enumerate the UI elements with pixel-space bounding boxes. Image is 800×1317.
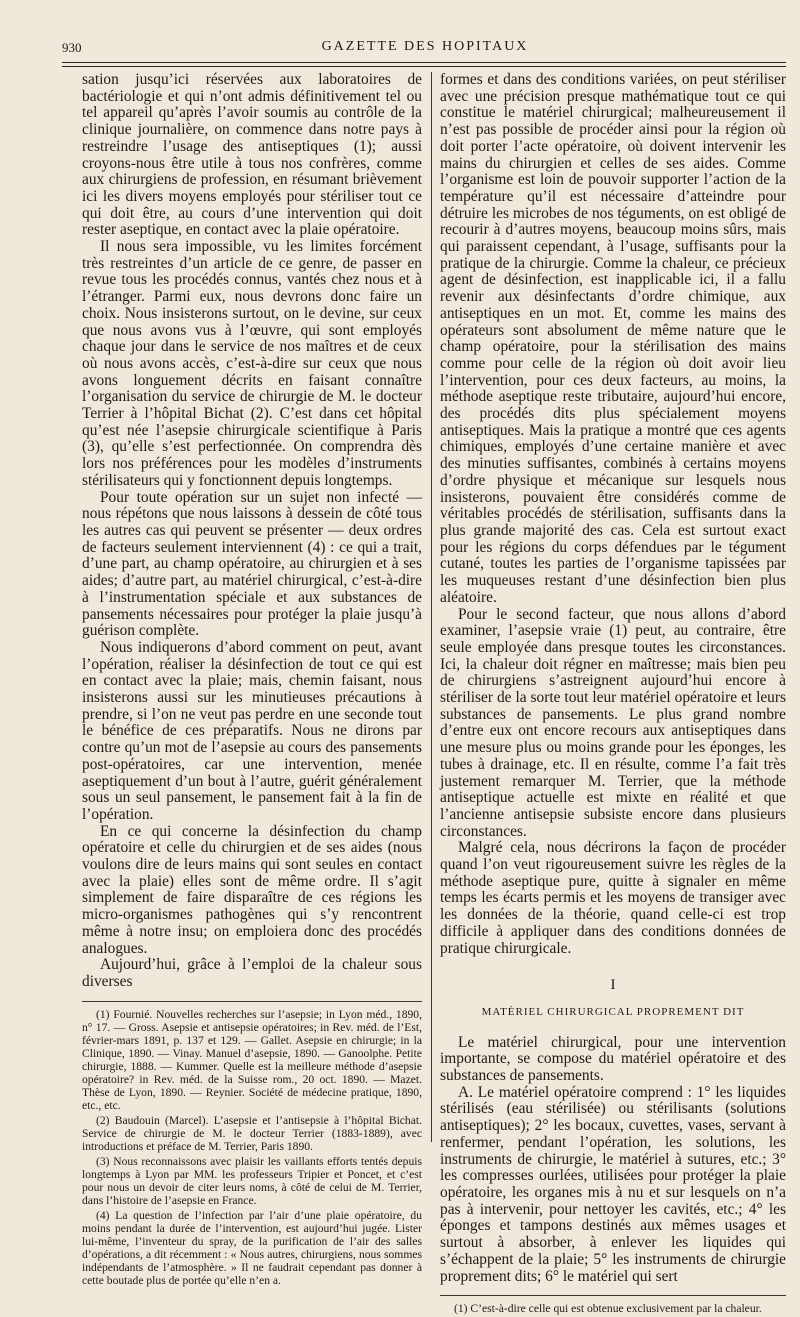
footnote: (1) C’est-à-dire celle qui est obtenue exclusivement par la chaleur.	[454, 1302, 762, 1316]
left-paragraph: Aujourd’hui, grâce à l’emploi de la chaleur sous diverses	[82, 956, 422, 990]
left-paragraph: Nous indiquerons d’abord comment on peut, avant l’opération, réaliser la désinfection de tout ce qui est en contact avec la plaie; mais, chemin faisant, nous insisterons aussi sur les minutieuses précautions à prendre, si l’on ne veut pas perdre en une seconde tout le bénéfice de ces préparatifs. Nous ne dirons par contre qu’un mot de l’asepsie au cours des pansements post-opératoires, car une intervention, menée aseptiquement d’un bout à l’autre, guérit généralement sous un seul pansement, le pansement fait à la fin de l’opération.	[82, 638, 422, 823]
right-paragraph: formes et dans des conditions variées, on peut stériliser avec une précision presque mathématique tout ce qui constitue le matériel chirurgical; malheureusement il n’est pas possible de procéder ainsi pour la région où doit porter l’acte opératoire, où doivent intervenir les mains du chirurgien et celles de ses aides. Comme l’organisme est loin de pouvoir supporter l’action de la température qu’il est nécessaire d’atteindre pour détruire les microbes de nos téguments, on est obligé de recourir à d’autres moyens, beaucoup moins sûrs, mais qui paraissent cependant, à l’usage, suffisants pour la pratique de la chirurgie. Comme la chaleur, ce précieux agent de désinfection, est inapplicable ici, il a fallu revenir aux désinfectants d’ordre chimique, aux antiseptiques en un mot. Et, comme les mains des opérateurs sont absolument de même nature que le champ opératoire, pour la stérilisation des mains comme pour celle de la région où doit avoir lieu l’intervention, pour ces deux facteurs, au moins, la méthode aseptique reste tributaire, aujourd’hui encore, des procédés dits plus spécialement moyens antiseptiques. Mais la pratique a montré que ces agents chimiques, employés d’une certaine manière et avec des minuties suffisantes, combinés à certains moyens d’ordre physique et mécanique sur lesquels nous insisterons, pouvaient être considérés comme de véritables procédés de stérilisation, suffisants dans la plus grande majorité des cas. Cela est surtout exact pour les régions du corps défendues par le tégument cutané, toutes les parties de l’organisme tapissées par les muqueuses restant d’une désinfection bien plus aléatoire.	[440, 71, 786, 606]
footnote: (1) Fournié. Nouvelles recherches sur l’asepsie; in Lyon méd., 1890, n° 17. — Gross. Asepsie et antisepsie opératoires; in Rev. méd. de l’Est, février-mars 1891, p. 137 et 129. — Gallet. Asepsie en chirurgie; in la Clinique, 1890. — Vinay. Manuel d’asepsie, 1890. — Ganoolphe. Petite chirurgie, 1888. — Kummer. Quelle est la meilleure méthode d’asepsie opératoire? in Rev. méd. de la Suisse rom., 20 oct. 1890. — Mazet. Thèse de Lyon, 1890. — Reynier. Société de médecine pratique, 1890, etc., etc.	[82, 1007, 422, 1112]
left-column	[82, 72, 422, 1289]
right-paragraph: Malgré cela, nous décrirons la façon de procéder quand l’on veut rigoureusement suivre les règles de la méthode aseptique pure, quitte à signaler en même temps les écarts permis et les moyens de transiger avec les données de la théorie, quand celle-ci est trop difficile à appliquer dans des conditions données de pratique chirurgicale.	[440, 839, 786, 957]
right-paragraph: A. Le matériel opératoire comprend : 1° les liquides stérilisés (eau stérilisée) ou stérilisants (solutions antiseptiques); 2° les bocaux, cuvettes, vases, servant à renfermer, pendant l’opération, les solutions, les instruments de chirurgie, le matériel à sutures, etc.; 3° les compresses ourlées, utilisées pour protéger la plaie opératoire, les organes mis à nu et sur lesquels on n’a pas à intervenir, pour nettoyer les cavités, etc.; 4° les éponges et tampons destinés aux mêmes usages et surtout à absorber, à enlever les liquides qui s’échappent de la plaie; 5° les instruments de chirurgie proprement dits; 6° le matériel qui sert	[440, 1083, 786, 1285]
left-paragraph: En ce qui concerne la désinfection du champ opératoire et celle du chirurgien et de ses aides (nous voulons dire de leurs mains qui sont seules en contact avec la plaie) elles sont de même ordre. Il s’agit simplement de faire disparaître de ces régions les micro-organismes pathogènes qui s’y rencontrent même à notre insu; on emploiera donc des procédés analogues.	[82, 822, 422, 957]
right-footnotes	[440, 1302, 786, 1315]
header-rule-thin	[62, 66, 786, 67]
footnote-rule	[82, 1001, 422, 1002]
footnote: (3) Nous reconnaissons avec plaisir les vaillants efforts tentés depuis longtemps à Lyon par MM. les professeurs Tripier et Poncet, et c’est pour nous un devoir de citer leurs noms, à côté de celui de M. Terrier, dans l’histoire de l’asepsie en France.	[82, 1154, 422, 1207]
page-header	[62, 36, 788, 58]
section-number: I	[610, 977, 616, 994]
left-paragraph: sation jusqu’ici réservées aux laboratoires de bactériologie et qui n’ont admis définitivement tel ou tel appareil qu’après l’avoir soumis au contrôle de la clinique journalière, on commence dans notre pays à restreindre l’usage des antiseptiques (1); aussi croyons-nous être utile à tous nos confrères, comme aux chirurgiens de profession, en résumant brièvement ici les divers moyens employés pour stériliser tout ce qui doit être, au cours d’une intervention qui doit rester aseptique, en contact avec la plaie opératoire.	[82, 71, 422, 239]
column-divider	[431, 72, 432, 1142]
section-title: MATÉRIEL CHIRURGICAL PROPREMENT DIT	[481, 1005, 745, 1018]
page-number: 930	[62, 40, 82, 55]
right-column	[440, 72, 786, 1317]
footnote-rule	[440, 1295, 786, 1296]
running-title: GAZETTE DES HOPITAUX	[321, 39, 529, 54]
right-paragraph: Pour le second facteur, que nous allons d’abord examiner, l’asepsie vraie (1) peut, au contraire, être seule employée dans presque toutes les circonstances. Ici, la chaleur doit régner en maîtresse; mais bien peu de chirurgiens s’astreignent aujourd’hui encore à stériliser de la sorte tout leur matériel opératoire et leurs substances de pansements. Le plus grand nombre d’entre eux ont encore recours aux antiseptiques dans une mesure plus ou moins grande pour les éponges, les tubes à drainage, etc. Il en résulte, comme l’a fait très justement remarquer M. Terrier, que la méthode antiseptique actuelle est mixte en réalité et que l’ancienne antisepsie subsiste encore dans plusieurs circonstances.	[440, 605, 786, 840]
left-paragraph: Il nous sera impossible, vu les limites forcément très restreintes d’un article de ce genre, de passer en revue tous les procédés connus, vantés chez nous et à l’étranger. Parmi eux, nous devrons donc faire un choix. Nous insisterons surtout, on le devine, sur ceux que nous avons vus à l’œuvre, qui sont employés chaque jour dans le service de nos maîtres et de ceux où nous avons accès, c’est-à-dire sur ceux que nous avons longuement décrits en faisant connaître l’organisation du service de chirurgie de M. le docteur Terrier à l’hôpital Bichat (2). C’est dans cet hôpital qu’est née l’asepsie chirurgicale scientifique à Paris (3), qu’elle s’est perfectionnée. On comprendra dès lors nos préférences pour les modèles d’instruments stérilisateurs qui y fonctionnent depuis longtemps.	[82, 238, 422, 489]
footnote: (4) La question de l’infection par l’air d’une plaie opératoire, du moins pendant la durée de l’intervention, est aujourd’hui jugée. Lister lui-même, l’inventeur du spray, de la purification de l’air des salles d’opérations, a dit récemment : « Nous autres, chirurgiens, nous sommes indépendants de l’atmosphère. » Il ne faudrait cependant pas donner à cette boutade plus de portée qu’elle n’en a.	[82, 1208, 422, 1287]
footnote: (2) Baudouin (Marcel). L’asepsie et l’antisepsie à l’hôpital Bichat. Service de chirurgie de M. le docteur Terrier (1883-1889), avec introductions et préface de M. Terrier, Paris 1890.	[82, 1113, 422, 1153]
left-footnotes	[82, 1008, 422, 1287]
left-paragraph: Pour toute opération sur un sujet non infecté — nous répétons que nous laissons à dessein de côté tous les autres cas qui peuvent se présenter — deux ordres de facteurs seulement interviennent (4) : ce qui a trait, d’une part, au champ opératoire, au chirurgien et à ses aides; d’autre part, au matériel chirurgical, c’est-à-dire à l’instrumentation spéciale et aux substances de pansements nécessaires pour protéger la plaie jusqu’à guérison complète.	[82, 488, 422, 640]
right-paragraph: Le matériel chirurgical, pour une intervention importante, se compose du matériel opératoire et des substances de pansements.	[440, 1033, 786, 1085]
header-rule	[62, 62, 786, 63]
